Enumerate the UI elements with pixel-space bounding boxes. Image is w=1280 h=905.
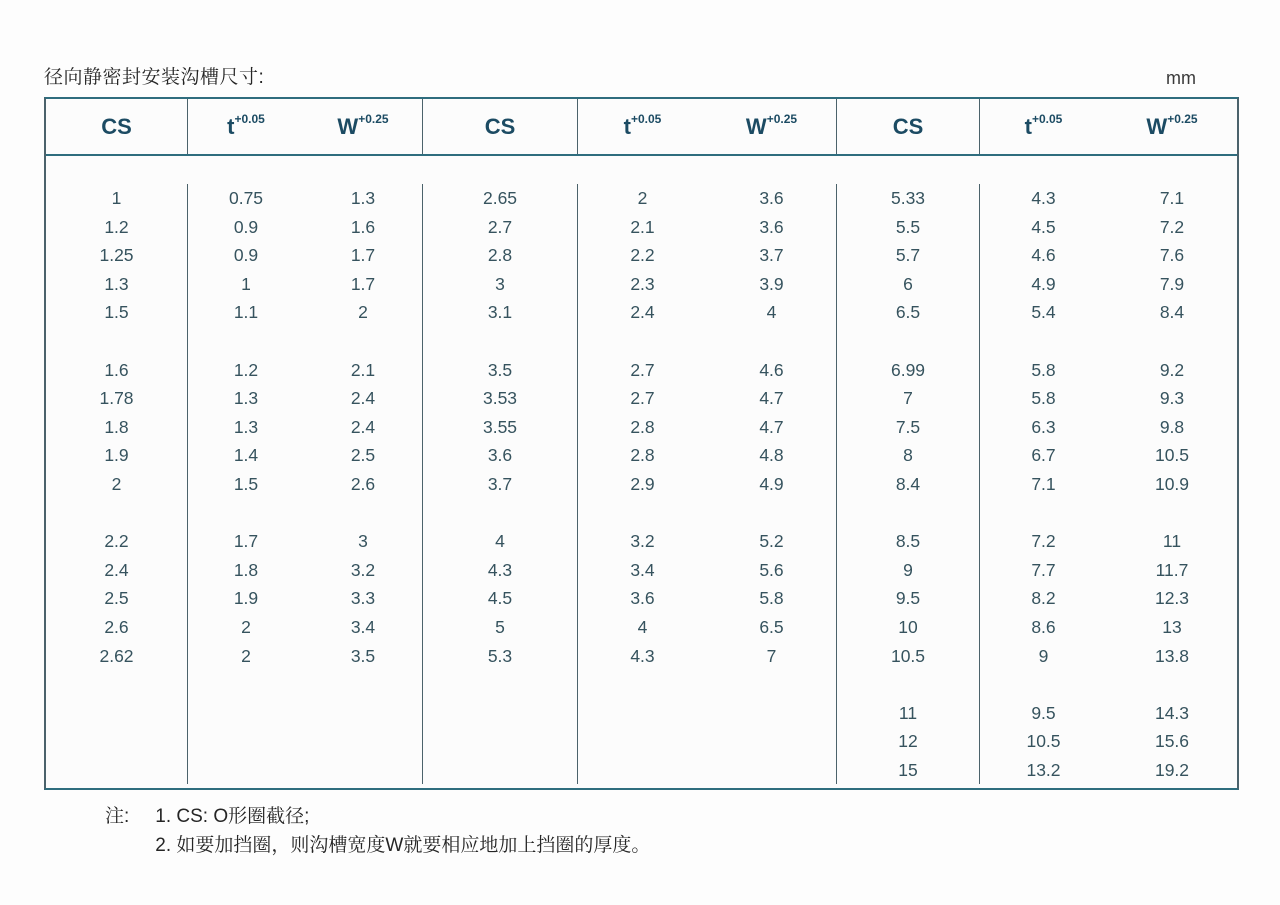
cell-t-g3: 4.6 [979, 241, 1107, 270]
cell-w-g2 [707, 670, 836, 699]
cell-cs-g2: 3.6 [422, 441, 577, 470]
cell-t-g2: 2.3 [577, 270, 707, 299]
cell-w-g2: 3.7 [759, 245, 784, 266]
cell-cs-g1: 2.6 [104, 616, 129, 637]
cell-w-g2: 4 [766, 302, 777, 323]
unit-label: mm [1166, 68, 1196, 88]
cell-t-g1: 1.2 [187, 356, 304, 385]
cell-cs-g2 [422, 499, 577, 528]
cell-w-g2 [707, 756, 836, 785]
note-item-2: 2. 如要加挡圈，则沟槽宽度W就要相应地加上挡圈的厚度。 [155, 835, 651, 857]
cell-t-g2 [577, 670, 707, 699]
cell-w-g2: 6.5 [759, 616, 784, 637]
cell-cs-g3: 6.99 [836, 356, 979, 385]
cell-w-g3: 9.3 [1159, 388, 1185, 409]
cell-cs-g1: 1.25 [99, 245, 134, 266]
cell-t-g3: 8.6 [979, 613, 1107, 642]
header-t-3: $t^{+0.05}$ [979, 99, 1107, 154]
cell-cs-g1: 1.2 [104, 216, 129, 237]
cell-cs-g3: 7 [836, 384, 979, 413]
cell-w-g1: 3.2 [350, 559, 376, 580]
cell-cs-g1: 2.4 [104, 559, 129, 580]
cell-cs-g2 [422, 727, 577, 756]
cell-cs-g3: 5.33 [836, 184, 979, 213]
cell-cs-g2: 5 [422, 613, 577, 642]
cell-t-g1: 0.9 [187, 213, 304, 242]
cell-w-g1 [304, 699, 422, 728]
cell-t-g3: 5.4 [979, 298, 1107, 327]
cell-w-g1: 1.3 [350, 188, 376, 208]
cell-t-g2 [577, 699, 707, 728]
cell-t-g1 [187, 756, 304, 785]
cell-t-g1: 1.7 [187, 527, 304, 556]
cell-cs-g3: 9 [836, 556, 979, 585]
cell-cs-g3: 15 [836, 756, 979, 785]
header-cs-1: CS [101, 113, 132, 139]
header-t-1: $t^{+0.05}$ [187, 99, 304, 154]
cell-w-g2: 3.6 [759, 188, 784, 208]
notes [105, 802, 1280, 860]
cell-t-g1: 2 [187, 642, 304, 671]
cell-w-g3: 9.8 [1159, 416, 1185, 437]
cell-cs-g1: 2 [111, 473, 122, 494]
cell-cs-g2: 3 [422, 270, 577, 299]
cell-t-g2 [577, 327, 707, 356]
cell-w-g1 [304, 670, 422, 699]
header-cs-3: CS [836, 99, 979, 154]
cell-w-g3: 10.9 [1154, 473, 1190, 494]
cell-cs-g1: 2.62 [99, 645, 134, 666]
cell-t-g1 [187, 727, 304, 756]
cell-cs-g1: 1 [111, 188, 122, 208]
cell-w-g2: 4.8 [759, 445, 784, 466]
cell-w-g2: 4.7 [759, 388, 784, 409]
cell-w-g3: 8.4 [1159, 302, 1185, 323]
header-w-1: $W^{+0.25}$ [337, 112, 389, 139]
cell-t-g2 [577, 727, 707, 756]
cell-cs-g2: 2.7 [422, 213, 577, 242]
cell-t-g2: 2.4 [577, 298, 707, 327]
cell-cs-g1: 1.3 [104, 273, 129, 294]
cell-t-g1: 1.1 [187, 298, 304, 327]
cell-t-g1 [187, 670, 304, 699]
cell-t-g1: 2 [187, 613, 304, 642]
cell-t-g3: 4.9 [979, 270, 1107, 299]
cell-w-g1 [304, 499, 422, 528]
cell-t-g1: 1.3 [187, 413, 304, 442]
cell-t-g3: 4.3 [979, 184, 1107, 213]
cell-t-g3: 5.8 [979, 384, 1107, 413]
cell-cs-g1: 1.78 [99, 388, 134, 409]
notes-label: 注: [105, 806, 130, 828]
cell-t-g1: 1.5 [187, 470, 304, 499]
cell-cs-g2: 3.53 [422, 384, 577, 413]
cell-t-g3: 13.2 [979, 756, 1107, 785]
cell-cs-g1 [46, 327, 187, 356]
cell-cs-g2: 4.5 [422, 584, 577, 613]
cell-t-g1: 1.9 [187, 584, 304, 613]
cell-t-g2: 2.1 [577, 213, 707, 242]
cell-t-g2: 2.7 [577, 356, 707, 385]
cell-w-g2 [707, 327, 836, 356]
cell-cs-g1 [46, 727, 187, 756]
cell-t-g3 [979, 327, 1107, 356]
cell-cs-g3: 7.5 [836, 413, 979, 442]
cell-w-g1 [304, 756, 422, 785]
table-body [46, 156, 1237, 788]
cell-t-g2 [577, 499, 707, 528]
cell-w-g2: 4.6 [759, 359, 784, 380]
cell-w-g3: 10.5 [1154, 445, 1190, 466]
cell-t-g3: 6.3 [979, 413, 1107, 442]
cell-t-g3: 7.7 [979, 556, 1107, 585]
cell-t-g3: 9.5 [979, 699, 1107, 728]
cell-cs-g3: 5.7 [836, 241, 979, 270]
table-header-row [46, 99, 1237, 156]
cell-t-g3: 7.2 [979, 527, 1107, 556]
cell-w-g3: 9.2 [1159, 359, 1185, 380]
cell-t-g1: 0.9 [187, 241, 304, 270]
cell-w-g1: 2.4 [350, 416, 376, 437]
cell-cs-g1 [46, 756, 187, 785]
cell-t-g2: 2.2 [577, 241, 707, 270]
cell-cs-g2: 3.1 [422, 298, 577, 327]
cell-cs-g2: 2.65 [422, 184, 577, 213]
cell-w-g2: 4.9 [759, 473, 784, 494]
cell-t-g1: 1.3 [187, 384, 304, 413]
cell-w-g2: 3.9 [759, 273, 784, 294]
cell-cs-g2: 5.3 [422, 642, 577, 671]
cell-t-g2: 2.8 [577, 413, 707, 442]
cell-cs-g1 [46, 670, 187, 699]
cell-w-g1: 2.6 [350, 473, 376, 494]
cell-w-g3: 13.8 [1154, 645, 1190, 666]
header-t-2: $t^{+0.05}$ [577, 99, 707, 154]
cell-w-g2: 5.6 [759, 559, 784, 580]
cell-cs-g1 [46, 499, 187, 528]
cell-cs-g3: 12 [836, 727, 979, 756]
cell-w-g3: 11 [1162, 531, 1182, 552]
cell-w-g3: 7.1 [1159, 188, 1185, 208]
cell-t-g2: 2.7 [577, 384, 707, 413]
title-row [44, 62, 1236, 89]
cell-cs-g2: 3.55 [422, 413, 577, 442]
cell-t-g3 [979, 670, 1107, 699]
cell-t-g3: 7.1 [979, 470, 1107, 499]
cell-w-g3: 7.6 [1159, 245, 1185, 266]
cell-t-g3: 6.7 [979, 441, 1107, 470]
cell-cs-g3: 11 [836, 699, 979, 728]
cell-cs-g1: 1.9 [104, 445, 129, 466]
cell-w-g3: 12.3 [1154, 588, 1190, 609]
cell-cs-g3 [836, 327, 979, 356]
cell-cs-g3: 8 [836, 441, 979, 470]
cell-t-g1: 1 [187, 270, 304, 299]
cell-cs-g1 [46, 699, 187, 728]
cell-cs-g1: 1.6 [104, 359, 129, 380]
cell-cs-g2: 3.5 [422, 356, 577, 385]
cell-t-g2: 4 [577, 613, 707, 642]
header-w-3: $W^{+0.25}$ [1146, 112, 1198, 139]
groove-dimensions-table [44, 97, 1239, 790]
cell-cs-g1: 1.8 [104, 416, 129, 437]
cell-w-g3: 13 [1162, 616, 1182, 637]
cell-t-g3: 9 [979, 642, 1107, 671]
cell-t-g1: 1.4 [187, 441, 304, 470]
cell-cs-g2: 3.7 [422, 470, 577, 499]
cell-w-g2: 5.8 [759, 588, 784, 609]
cell-w-g1: 3 [358, 531, 368, 552]
page [0, 62, 1280, 905]
cell-cs-g2 [422, 756, 577, 785]
cell-w-g1: 1.7 [350, 245, 376, 266]
cell-t-g3 [979, 499, 1107, 528]
cell-w-g1: 2.4 [350, 388, 376, 409]
cell-cs-g1: 2.2 [104, 531, 129, 552]
cell-w-g1: 3.3 [350, 588, 376, 609]
cell-w-g2: 5.2 [759, 531, 784, 552]
note-item-1: 1. CS: O形圈截径; [155, 806, 310, 828]
cell-t-g2: 3.6 [577, 584, 707, 613]
cell-cs-g3: 8.5 [836, 527, 979, 556]
cell-t-g1 [187, 499, 304, 528]
cell-cs-g2: 4.3 [422, 556, 577, 585]
cell-w-g1: 2.1 [350, 359, 376, 380]
cell-w-g1 [304, 327, 422, 356]
cell-w-g1 [304, 727, 422, 756]
cell-t-g2: 4.3 [577, 642, 707, 671]
cell-cs-g2: 2.8 [422, 241, 577, 270]
cell-cs-g3 [836, 670, 979, 699]
cell-w-g3: 15.6 [1154, 731, 1190, 752]
cell-w-g1: 3.4 [350, 616, 376, 637]
page-title: 径向静密封安装沟槽尺寸: [44, 67, 265, 88]
cell-w-g3: 7.9 [1159, 273, 1185, 294]
cell-cs-g3: 5.5 [836, 213, 979, 242]
notes-list [155, 802, 650, 860]
cell-cs-g3: 6.5 [836, 298, 979, 327]
cell-w-g3: 19.2 [1154, 759, 1190, 780]
cell-t-g2: 2.8 [577, 441, 707, 470]
cell-w-g2: 7 [766, 645, 777, 666]
cell-cs-g2 [422, 699, 577, 728]
cell-t-g3: 10.5 [979, 727, 1107, 756]
cell-w-g3: 11.7 [1155, 559, 1189, 580]
cell-w-g3 [1107, 670, 1237, 699]
cell-t-g1 [187, 699, 304, 728]
cell-w-g2: 4.7 [759, 416, 784, 437]
cell-t-g2: 3.2 [577, 527, 707, 556]
header-cs-2: CS [422, 99, 577, 154]
cell-cs-g2 [422, 327, 577, 356]
cell-w-g3: 14.3 [1154, 702, 1190, 723]
cell-cs-g3: 10 [836, 613, 979, 642]
cell-w-g2 [707, 499, 836, 528]
cell-t-g1 [187, 327, 304, 356]
cell-w-g1: 2 [358, 302, 368, 323]
cell-t-g2: 3.4 [577, 556, 707, 585]
cell-cs-g1: 2.5 [104, 588, 129, 609]
cell-t-g2: 2.9 [577, 470, 707, 499]
cell-cs-g2 [422, 670, 577, 699]
cell-w-g3 [1107, 499, 1237, 528]
cell-w-g2: 3.6 [759, 216, 784, 237]
cell-cs-g3 [836, 499, 979, 528]
cell-t-g3: 5.8 [979, 356, 1107, 385]
cell-w-g3: 7.2 [1159, 216, 1185, 237]
cell-cs-g2: 4 [422, 527, 577, 556]
cell-w-g3 [1107, 327, 1237, 356]
cell-cs-g3: 6 [836, 270, 979, 299]
cell-t-g3: 4.5 [979, 213, 1107, 242]
cell-w-g1: 2.5 [350, 445, 376, 466]
cell-w-g1: 3.5 [350, 645, 376, 666]
header-w-2: $W^{+0.25}$ [745, 112, 798, 139]
cell-t-g2 [577, 756, 707, 785]
cell-t-g1: 0.75 [187, 184, 304, 213]
cell-cs-g3: 9.5 [836, 584, 979, 613]
cell-w-g2 [707, 699, 836, 728]
cell-w-g1: 1.7 [350, 273, 376, 294]
cell-t-g2: 2 [577, 184, 707, 213]
cell-w-g2 [707, 727, 836, 756]
cell-t-g3: 8.2 [979, 584, 1107, 613]
cell-cs-g3: 10.5 [836, 642, 979, 671]
cell-t-g1: 1.8 [187, 556, 304, 585]
cell-cs-g1: 1.5 [104, 302, 129, 323]
cell-w-g1: 1.6 [350, 216, 376, 237]
cell-cs-g3: 8.4 [836, 470, 979, 499]
